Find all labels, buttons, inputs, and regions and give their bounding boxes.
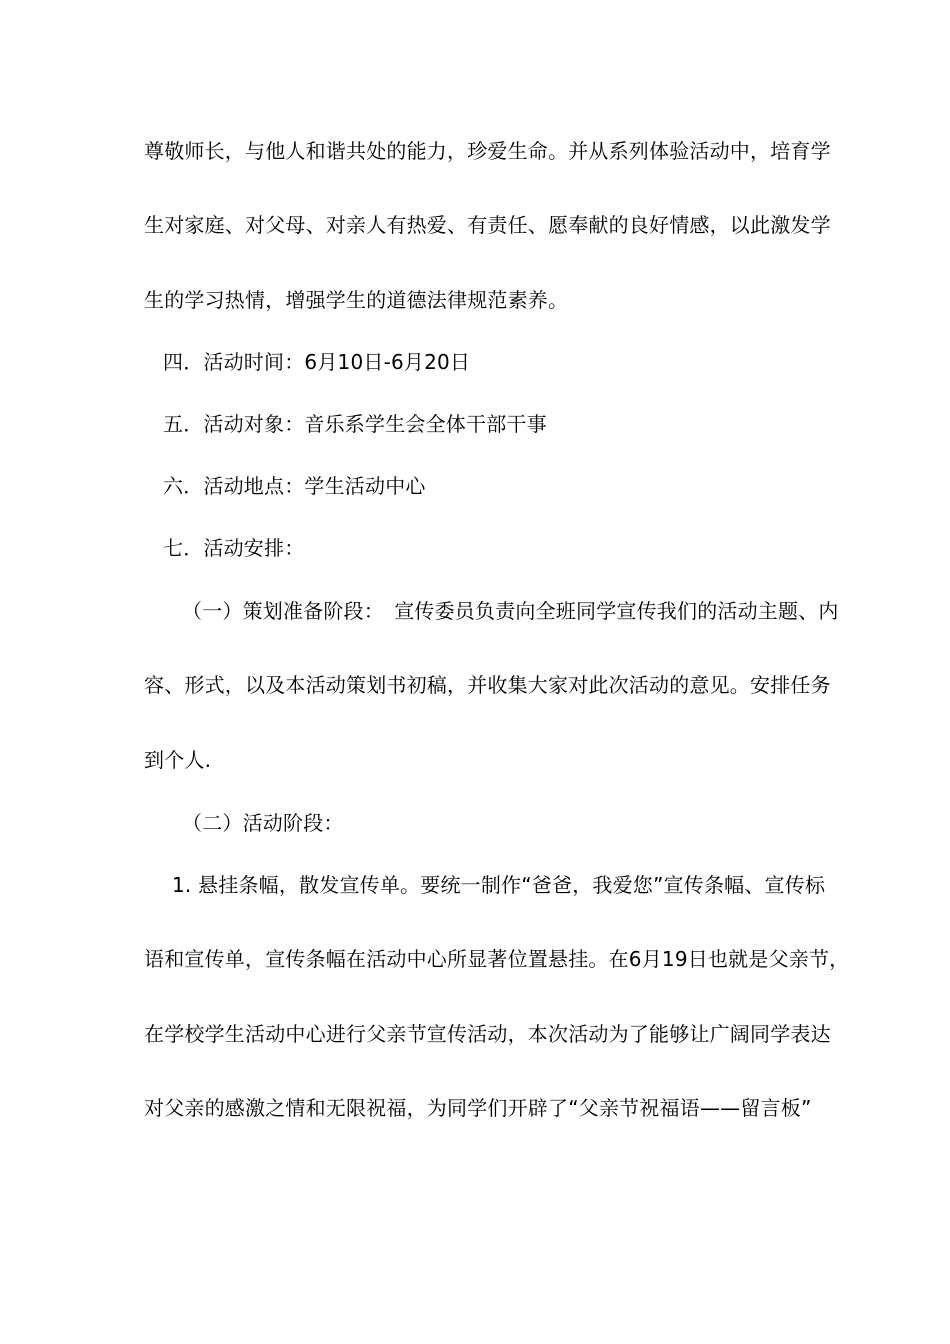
body-text-line: 在学校学生活动中心进行父亲节宣传活动，本次活动为了能够让广阔同学表达	[144, 1022, 831, 1046]
body-text-line: 到个人.	[144, 748, 212, 772]
body-text-line: 容、形式，以及本活动策划书初稿，并收集大家对此次活动的意见。安排任务	[144, 673, 831, 697]
section-heading: 六．活动地点：学生活动中心	[163, 474, 426, 498]
body-text-line: 生对家庭、对父母、对亲人有热爱、有责任、愿奉献的良好情感，以此激发学	[144, 213, 831, 237]
body-text-line: 尊敬师长，与他人和谐共处的能力，珍爱生命。并从系列体验活动中，培育学	[144, 139, 831, 163]
body-text-line: 生的学习热情，增强学生的道德法律规范素养。	[144, 288, 569, 312]
section-heading: 五．活动对象：音乐系学生会全体干部干事	[163, 412, 547, 436]
subsection-paragraph-line: （一）策划准备阶段： 宣传委员负责向全班同学宣传我们的活动主题、内	[182, 599, 839, 623]
section-heading: 四．活动时间：6月10日-6月20日	[163, 350, 471, 374]
body-text-line: 语和宣传单，宣传条幅在活动中心所显著位置悬挂。在6月19日也就是父亲节，	[144, 947, 850, 971]
list-item-line: 1. 悬挂条幅，散发宣传单。要统一制作“爸爸，我爱您”宣传条幅、宣传标	[172, 873, 826, 897]
subsection-heading: （二）活动阶段：	[182, 811, 344, 835]
body-text-line: 对父亲的感激之情和无限祝福，为同学们开辟了“父亲节祝福语——留言板”	[144, 1096, 812, 1120]
section-heading: 七．活动安排：	[163, 536, 305, 560]
